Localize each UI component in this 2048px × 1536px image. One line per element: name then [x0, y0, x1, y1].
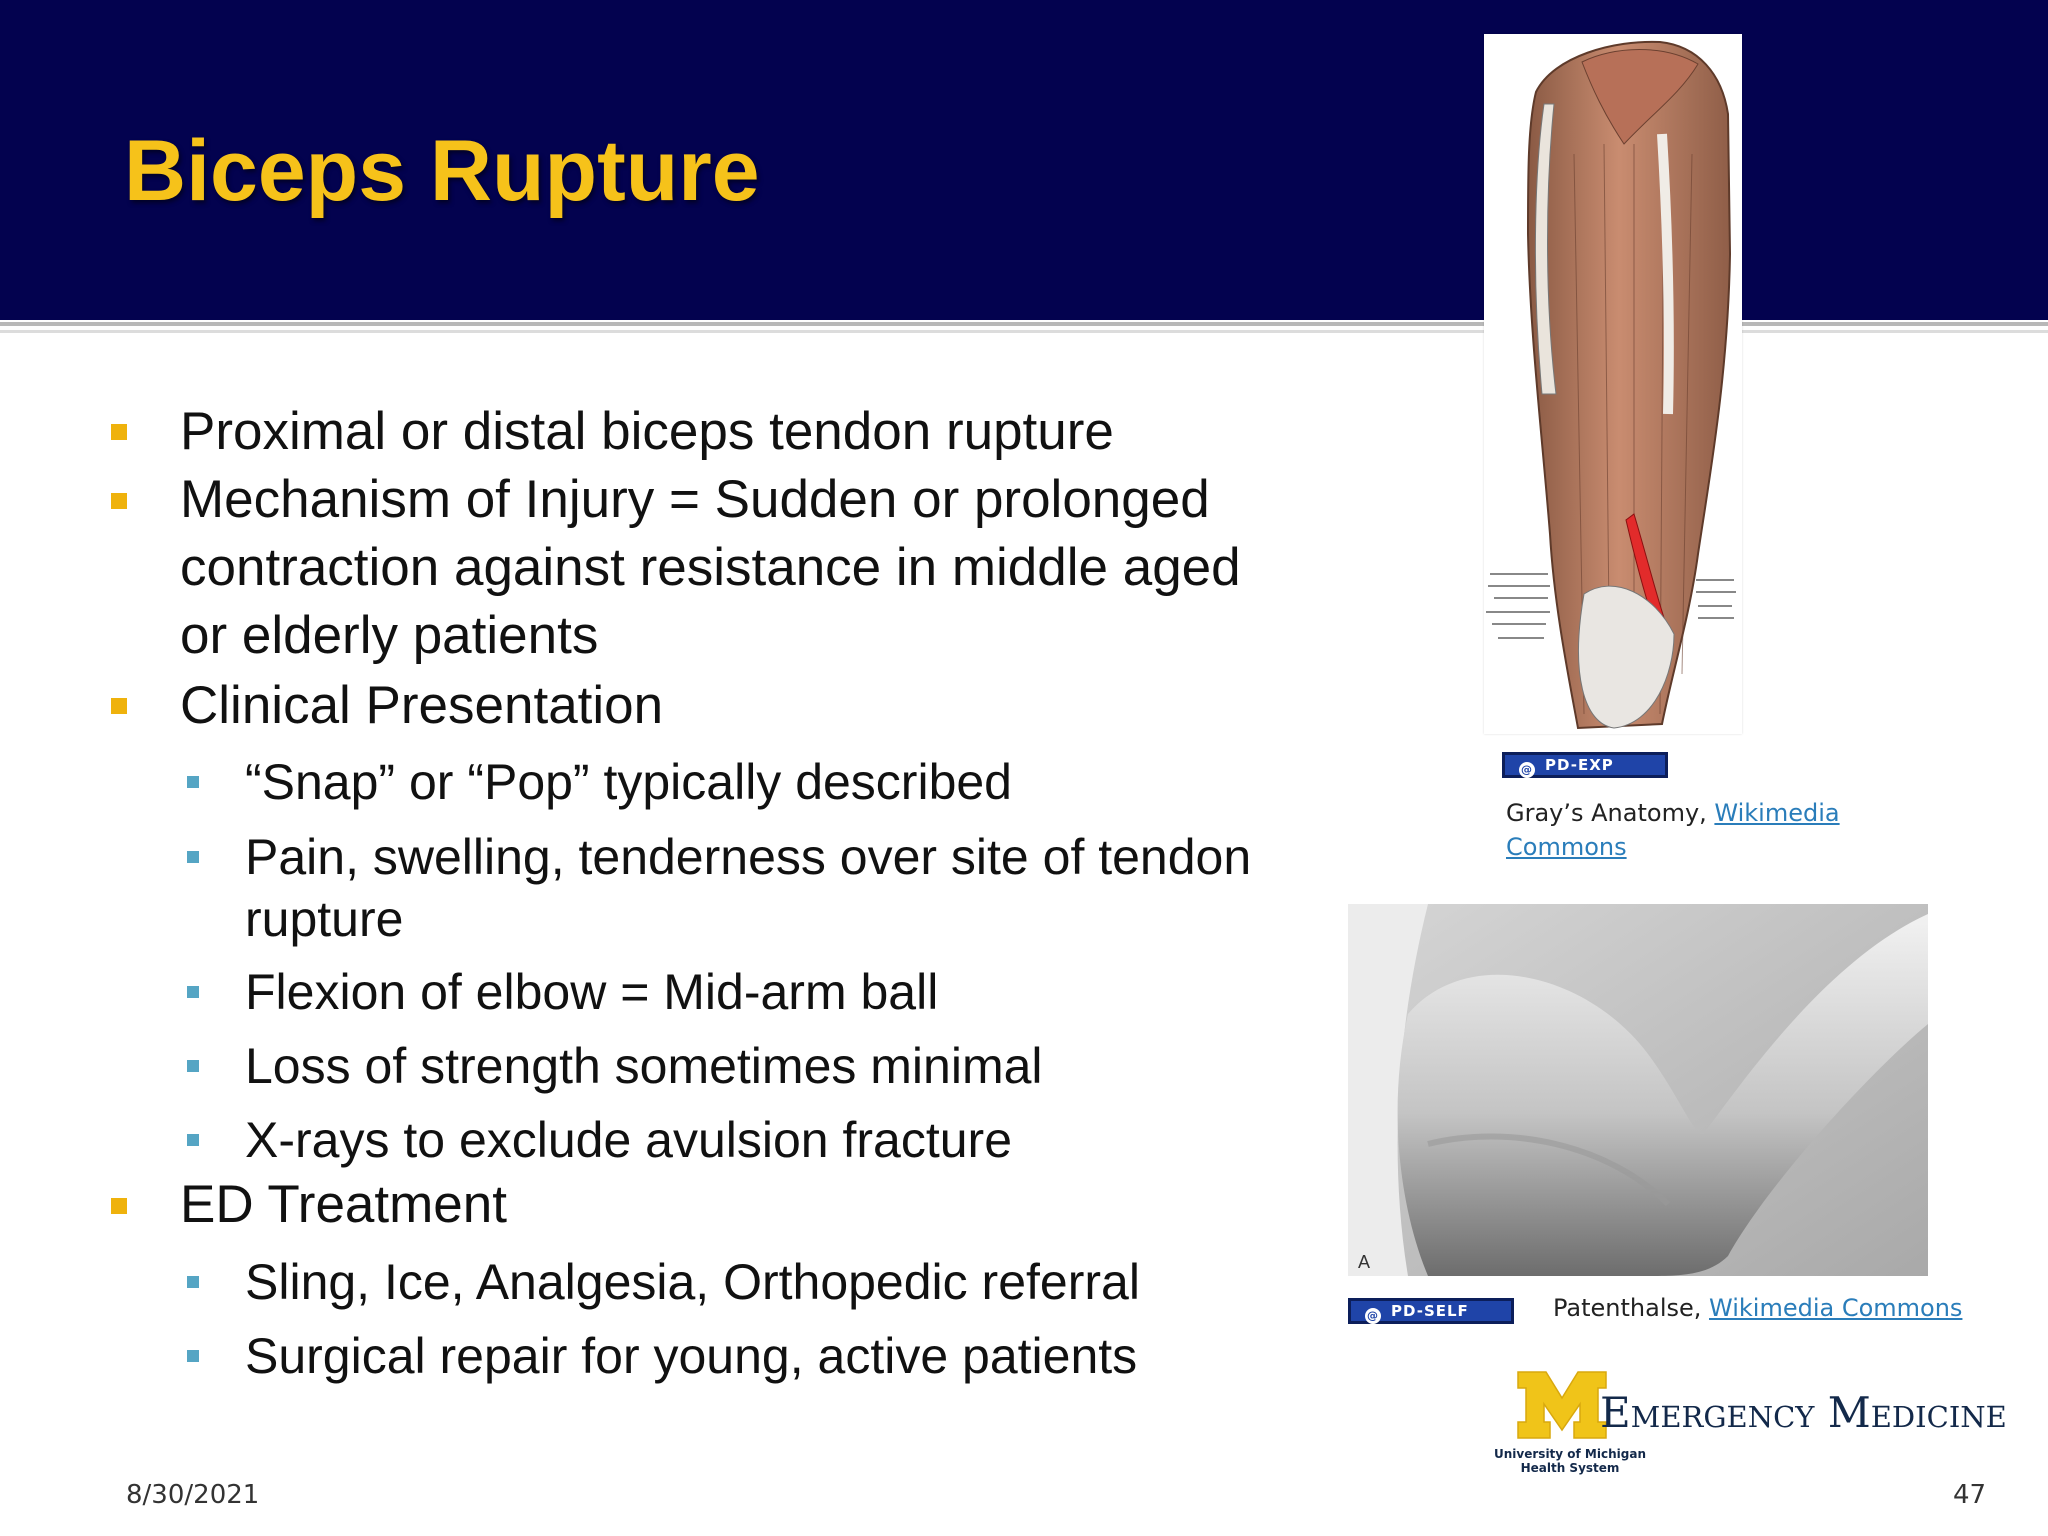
slide-title: Biceps Rupture — [124, 123, 760, 219]
image-credit — [1553, 1291, 1962, 1325]
license-badge — [1348, 1298, 1514, 1324]
bullet-item: Clinical Presentation — [180, 676, 664, 735]
sub-bullet-item: Surgical repair for young, active patients — [245, 1328, 1138, 1384]
arm-photo-graphic — [1348, 904, 1928, 1276]
image-credit — [1506, 796, 1840, 864]
arm-muscle-illustration — [1484, 34, 1742, 734]
sub-bullet-item: Flexion of elbow = Mid-arm ball — [245, 964, 939, 1020]
small-square-bullet-icon — [187, 1134, 199, 1146]
sub-bullet-item-line: Pain, swelling, tenderness over site of tendon — [245, 829, 1252, 885]
square-bullet-icon — [111, 493, 127, 509]
logo-subtitle — [1490, 1447, 1650, 1475]
bullet-item: ED Treatment — [180, 1175, 507, 1234]
small-square-bullet-icon — [187, 1060, 199, 1072]
sub-bullet-item: X-rays to exclude avulsion fracture — [245, 1112, 1013, 1168]
license-badge — [1502, 752, 1668, 778]
logo-wordmark: Emergency Medicine — [1600, 1388, 2007, 1437]
square-bullet-icon — [111, 698, 127, 714]
block-m-icon — [1516, 1370, 1608, 1440]
sub-bullet-item: Loss of strength sometimes minimal — [245, 1038, 1043, 1094]
logo-subtitle-line: University of Michigan — [1494, 1447, 1646, 1461]
sub-bullet-item-line: rupture — [245, 891, 404, 947]
slide-date: 8/30/2021 — [126, 1480, 260, 1510]
square-bullet-icon — [111, 1198, 127, 1214]
license-badge-label: PD-EXP — [1545, 756, 1614, 774]
small-square-bullet-icon — [187, 851, 199, 863]
small-square-bullet-icon — [187, 1350, 199, 1362]
arm-photo — [1348, 904, 1928, 1276]
small-square-bullet-icon — [187, 1276, 199, 1288]
bullet-item-line: Mechanism of Injury = Sudden or prolonged — [180, 470, 1210, 529]
small-square-bullet-icon — [187, 986, 199, 998]
credit-text: Patenthalse, — [1553, 1294, 1710, 1322]
anatomy-illustration — [1484, 34, 1742, 734]
bullet-item-line: contraction against resistance in middle aged — [180, 538, 1241, 597]
photo-panel-label: A — [1358, 1252, 1371, 1272]
block-m-logo — [1516, 1370, 1608, 1445]
bullet-item-line: or elderly patients — [180, 606, 599, 665]
page-number: 47 — [1953, 1480, 1987, 1510]
sub-bullet-item: “Snap” or “Pop” typically described — [245, 754, 1012, 810]
creative-commons-icon: @ — [1367, 1309, 1379, 1322]
small-square-bullet-icon — [187, 776, 199, 788]
wikimedia-link[interactable]: Commons — [1506, 833, 1627, 861]
creative-commons-icon: @ — [1521, 763, 1533, 776]
logo-subtitle-line: Health System — [1520, 1461, 1620, 1475]
wikimedia-link[interactable]: Wikimedia Commons — [1709, 1294, 1963, 1322]
credit-text: Gray’s Anatomy, — [1506, 799, 1715, 827]
bullet-item: Proximal or distal biceps tendon rupture — [180, 402, 1114, 461]
sub-bullet-item: Sling, Ice, Analgesia, Orthopedic referral — [245, 1254, 1140, 1310]
square-bullet-icon — [111, 424, 127, 440]
license-badge-label: PD-SELF — [1391, 1302, 1469, 1320]
wikimedia-link[interactable]: Wikimedia — [1714, 799, 1840, 827]
